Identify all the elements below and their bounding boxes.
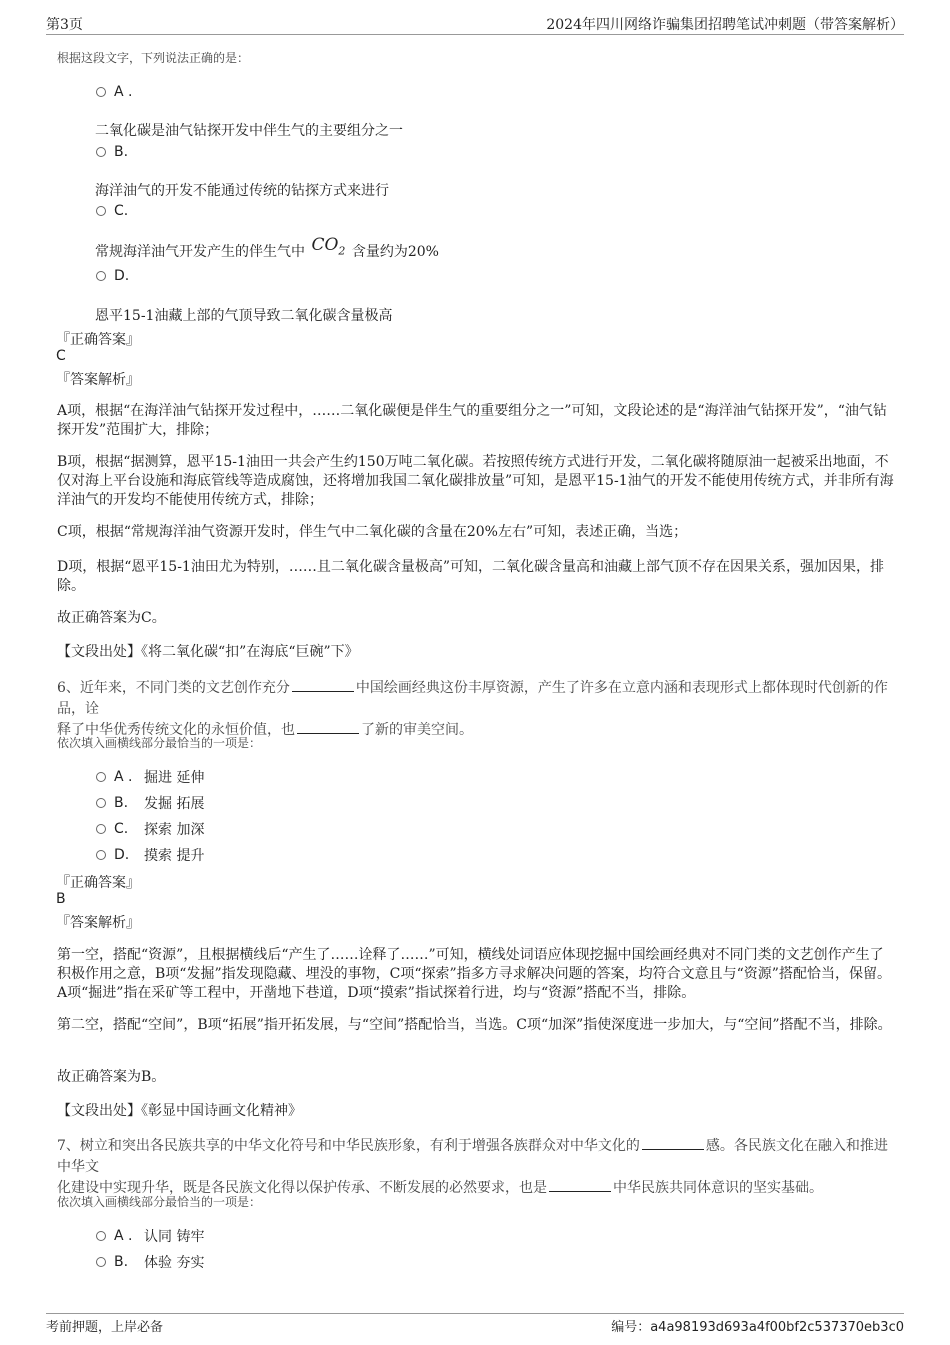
option-letter: A . bbox=[114, 1228, 133, 1244]
option-letter: A . bbox=[114, 84, 133, 100]
q5-analysis-b: B项，根据“据测算，恩平15-1油田一共会产生约150万吨二氧化碳。若按照传统方式进行开发，二氧化碳将随原油一起被采出地面，不仅对海上平台设施和海底管线等造成腐蚀，还将增加我国二氧化碳排放量”可知，是恩平15-1油气的开发不能使用传统方式，并非所有海洋油气的开发均不能使用传统方式，排除； bbox=[57, 454, 894, 508]
option-text: 摸索 提升 bbox=[144, 848, 205, 864]
page-header bbox=[46, 14, 904, 35]
q6-analysis-label: 『答案解析』 bbox=[56, 915, 140, 931]
option-text: 认同 铸牢 bbox=[144, 1229, 205, 1245]
option-letter: B. bbox=[114, 795, 129, 811]
q5-option-d-text: 恩平15-1油藏上部的气顶导致二氧化碳含量极高 bbox=[95, 308, 393, 324]
q5-option-c[interactable] bbox=[96, 203, 128, 219]
q7-stem: 7、树立和突出各民族共享的中华文化符号和中华民族形象，有利于增强各族群众对中华文化的 感。各民族文化在融入和推进中华文 化建设中实现升华，既是各民族文化得以保护传承、不断发展的必然要求，也是 中华民族共同体意识的坚实基础。 bbox=[57, 1138, 888, 1196]
option-text: 发掘 拓展 bbox=[144, 796, 205, 812]
q6-answer-label: 『正确答案』 bbox=[56, 875, 140, 891]
document-title: 2024年四川网络诈骗集团招聘笔试冲刺题（带答案解析） bbox=[546, 17, 904, 33]
q5-option-a[interactable] bbox=[96, 84, 132, 100]
q5-answer: C bbox=[56, 348, 66, 364]
option-letter: B. bbox=[114, 1254, 129, 1270]
blank-2 bbox=[549, 1179, 611, 1192]
q5-option-d[interactable] bbox=[96, 268, 129, 284]
option-letter: A . bbox=[114, 769, 133, 785]
q7-option-b[interactable] bbox=[96, 1252, 204, 1272]
q5-option-a-text: 二氧化碳是油气钻探开发中伴生气的主要组分之一 bbox=[95, 123, 403, 139]
option-text: 探索 加深 bbox=[144, 822, 205, 838]
blank-1 bbox=[642, 1137, 704, 1150]
footer-slogan: 考前押题，上岸必备 bbox=[46, 1320, 164, 1335]
blank-2 bbox=[297, 721, 359, 734]
q6-option-a[interactable] bbox=[96, 767, 204, 787]
q5-conclusion: 故正确答案为C。 bbox=[57, 610, 166, 626]
option-letter: C. bbox=[114, 821, 129, 837]
q5-option-b-text: 海洋油气的开发不能通过传统的钻探方式来进行 bbox=[95, 183, 389, 199]
q6-answer: B bbox=[56, 891, 66, 907]
q5-option-b[interactable] bbox=[96, 144, 128, 160]
q5-prompt: 根据这段文字，下列说法正确的是： bbox=[57, 51, 250, 65]
radio-icon[interactable] bbox=[96, 772, 106, 782]
radio-icon[interactable] bbox=[96, 1257, 106, 1267]
q5-option-c-text bbox=[95, 235, 439, 263]
q5-analysis-label: 『答案解析』 bbox=[56, 372, 140, 388]
q6-analysis-2: 第二空，搭配“空间”，B项“拓展”指开拓发展，与“空间”搭配恰当，当选。C项“加深”指使深度进一步加大，与“空间”搭配不当，排除。 bbox=[57, 1017, 892, 1033]
q5-analysis-a: A项，根据“在海洋油气钻探开发过程中，……二氧化碳便是伴生气的重要组分之一”可知，文段论述的是“海洋油气钻探开发”，“油气钻探开发”范围扩大，排除； bbox=[57, 403, 887, 438]
footer-code: 编号：a4a98193d693a4f00bf2c537370eb3c0 bbox=[611, 1320, 904, 1335]
q5-analysis-c: C项，根据“常规海洋油气资源开发时，伴生气中二氧化碳的含量在20%左右”可知，表述正确，当选； bbox=[57, 524, 688, 540]
radio-icon[interactable] bbox=[96, 850, 106, 860]
q5-source: 【文段出处】《将二氧化碳“扣”在海底“巨碗”下》 bbox=[57, 644, 359, 660]
radio-icon[interactable] bbox=[96, 824, 106, 834]
page-footer bbox=[46, 1313, 904, 1336]
q5-answer-label: 『正确答案』 bbox=[56, 332, 140, 348]
blank-1 bbox=[292, 679, 354, 692]
q7-option-a[interactable] bbox=[96, 1226, 204, 1246]
q6-conclusion: 故正确答案为B。 bbox=[57, 1069, 166, 1085]
page-number: 第3页 bbox=[46, 17, 83, 33]
q6-analysis-1: 第一空，搭配“资源”，且根据横线后“产生了……诠释了……”可知，横线处词语应体现挖掘中国绘画经典对不同门类的文艺创作产生了积极作用之意，B项“发掘”指发现隐藏、埋没的事物，C项“探索”指多方寻求解决问题的答案，均符合文意且与“资源”搭配恰当，保留。A项“掘进”指在采矿等工程中，开凿地下巷道，D项“摸索”指试探着行进，均与“资源”搭配不当，排除。 bbox=[57, 947, 891, 1001]
q7-prompt: 依次填入画横线部分最恰当的一项是： bbox=[57, 1195, 262, 1209]
q6-option-c[interactable] bbox=[96, 819, 204, 839]
q6-source: 【文段出处】《彰显中国诗画文化精神》 bbox=[57, 1103, 302, 1119]
radio-icon[interactable] bbox=[96, 798, 106, 808]
option-letter: C. bbox=[114, 203, 129, 219]
option-letter: D. bbox=[114, 847, 130, 863]
radio-icon[interactable] bbox=[96, 87, 106, 97]
option-text: 体验 夯实 bbox=[144, 1255, 205, 1271]
option-text-after: 含量约为20% bbox=[351, 244, 439, 260]
radio-icon[interactable] bbox=[96, 206, 106, 216]
radio-icon[interactable] bbox=[96, 271, 106, 281]
co2-formula: $CO_2$ bbox=[311, 235, 346, 258]
q6-option-b[interactable] bbox=[96, 793, 204, 813]
q6-prompt: 依次填入画横线部分最恰当的一项是： bbox=[57, 736, 262, 750]
radio-icon[interactable] bbox=[96, 147, 106, 157]
option-letter: D. bbox=[114, 268, 130, 284]
option-text-before: 常规海洋油气开发产生的伴生气中 bbox=[95, 244, 305, 260]
radio-icon[interactable] bbox=[96, 1231, 106, 1241]
q6-stem: 6、近年来，不同门类的文艺创作充分 中国绘画经典这份丰厚资源，产生了许多在立意内涵和表现形式上都体现时代创新的作品，诠 释了中华优秀传统文化的永恒价值，也 了新的审美空间。 bbox=[57, 680, 888, 738]
option-letter: B. bbox=[114, 144, 129, 160]
option-text: 掘进 延伸 bbox=[144, 770, 205, 786]
q6-option-d[interactable] bbox=[96, 845, 204, 865]
q5-analysis-d: D项，根据“恩平15-1油田尤为特别，……且二氧化碳含量极高”可知，二氧化碳含量高和油藏上部气顶不存在因果关系，强加因果，排除。 bbox=[57, 559, 884, 594]
